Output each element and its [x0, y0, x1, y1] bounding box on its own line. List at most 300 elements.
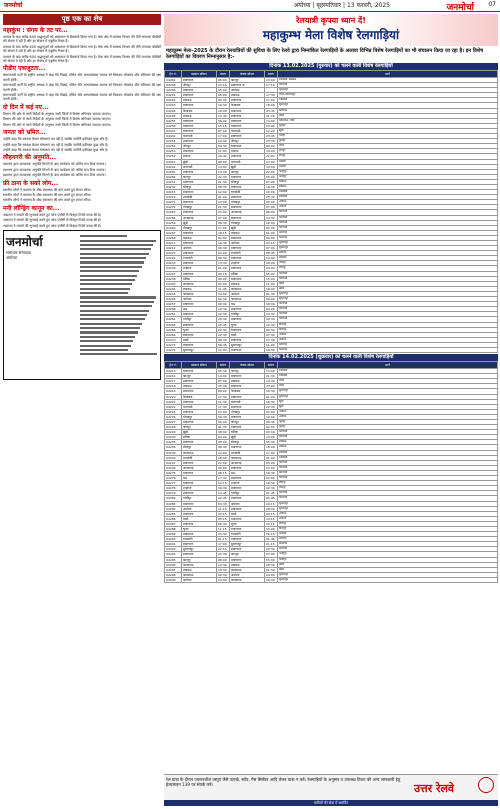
- table-cell: कानपुर: [230, 169, 265, 174]
- table-cell: 02:30: [265, 486, 278, 491]
- table-cell: प्रयागराज: [182, 103, 217, 108]
- page-header: [0, 0, 500, 12]
- table-cell: रायबरेली: [278, 450, 498, 455]
- table-cell: प्रयागराज: [182, 93, 217, 98]
- table-cell: 18:00: [265, 103, 278, 108]
- table-cell: प्रयागराज: [230, 445, 265, 450]
- table-cell: 04214: [165, 374, 182, 379]
- table-cell: अयोध्या: [182, 577, 217, 582]
- table-cell: ऊंचाहार: [278, 532, 498, 537]
- table-cell: आजमगढ़: [230, 460, 265, 465]
- table-cell: 04262: [165, 317, 182, 322]
- table-cell: फाफामऊ: [182, 291, 217, 296]
- table-cell: प्रयागराज: [230, 118, 265, 123]
- table-cell: 23:30: [265, 139, 278, 144]
- table-cell: प्रयागराज: [230, 425, 265, 430]
- table-cell: कानपुर: [182, 174, 217, 179]
- table-cell: मऊ: [230, 302, 265, 307]
- notice-intro: महाकुम्भ मेला–2025 के दौरान रेलयात्रियों की सुविधा के लिए रेलवे द्वारा निम्नांकित रेलगाड़ियों के अलावा विभिन्न विशेष रेलगाड़ियों का भी संचालन किया जा रहा है। इन विशेष रेलगाड़ियों का विवरण निम्नानुसार है:-: [166, 48, 484, 60]
- ad-line2: अयोध्या: [6, 254, 18, 260]
- table-cell: बस्ती: [182, 516, 217, 521]
- footer-bar: यात्रियों की सेवा में समर्पित: [164, 800, 498, 806]
- table-cell: वाराणसी: [278, 317, 498, 322]
- table-cell: 06:30: [217, 521, 230, 526]
- table-cell: 01:00: [265, 230, 278, 235]
- ad-line: [80, 240, 156, 242]
- table-cell: 09:00: [265, 235, 278, 240]
- column-header: समय: [217, 71, 230, 78]
- table-cell: 00:30: [217, 414, 230, 419]
- table-cell: 14:00: [217, 374, 230, 379]
- table-cell: 02:30: [217, 572, 230, 577]
- article: [3, 205, 161, 228]
- table-cell: गाजीपुर: [230, 491, 265, 496]
- table-cell: सीतापुर: [230, 179, 265, 184]
- table-cell: 05:45: [265, 496, 278, 501]
- table-cell: 19:00: [217, 139, 230, 144]
- column-header: मार्ग: [278, 71, 498, 78]
- table-cell: प्रयागराज: [230, 276, 265, 281]
- ad-line: [80, 331, 138, 333]
- banner-top: रेलयात्री कृपया ध्यान दें!: [296, 16, 366, 25]
- table-cell: ऊंचाहार: [278, 251, 498, 256]
- ad-line: [80, 261, 144, 263]
- table-cell: फाफामऊ, जंघई: [278, 118, 498, 123]
- table-cell: झूंसी: [182, 159, 217, 164]
- ad-logo: [6, 233, 78, 377]
- table-cell: 05:00: [217, 78, 230, 83]
- table-cell: 04217: [165, 379, 182, 384]
- table-cell: 22:00: [217, 460, 230, 465]
- table-cell: सुल्तानपुर: [182, 547, 217, 552]
- table-cell: 02:30: [265, 225, 278, 230]
- table-cell: प्रयागराज: [230, 374, 265, 379]
- table-cell: 04:00: [265, 266, 278, 271]
- table-cell: प्रयागराज: [230, 414, 265, 419]
- table-cell: उन्नाव: [278, 281, 498, 286]
- table-cell: वाराणसी: [230, 399, 265, 404]
- table-cell: प्रयागराज: [182, 399, 217, 404]
- ad-line: [80, 305, 152, 307]
- table-cell: सुल्तानपुर: [278, 501, 498, 506]
- table-cell: 17:00: [265, 450, 278, 455]
- article-body: समाजवादी पार्टी के राष्ट्रीय अध्यक्ष ने कहा कि पिछड़े, दलित और अल्पसंख्यक समाज को मिलकर लोकतंत्र और संविधान की रक्षा करनी होगी।: [3, 73, 161, 82]
- table-cell: 18:30: [265, 481, 278, 486]
- table-cell: 04291: [165, 542, 182, 547]
- table-cell: 15:00: [265, 276, 278, 281]
- table-cell: प्रयागराज: [230, 506, 265, 511]
- ad-line: [80, 288, 130, 290]
- table-cell: 04295: [165, 557, 182, 562]
- table-cell: सीतापुर: [182, 445, 217, 450]
- table-cell: फतेहपुर: [278, 169, 498, 174]
- table-cell: प्रतापगढ़: [278, 342, 498, 347]
- table-cell: प्रयागराज: [230, 307, 265, 312]
- table-cell: 04256: [165, 123, 182, 128]
- table-cell: प्रयागराज: [230, 486, 265, 491]
- article-body: समाजवादी पार्टी के राष्ट्रीय अध्यक्ष ने कहा कि पिछड़े, दलित और अल्पसंख्यक समाज को मिलकर लोकतंत्र और संविधान की रक्षा करनी होगी।: [3, 93, 161, 102]
- table-cell: 13:00: [265, 369, 278, 374]
- ad-line: [80, 275, 137, 277]
- table-cell: 05:00: [265, 271, 278, 276]
- table-cell: 14:30: [217, 169, 230, 174]
- table-cell: 19:30: [265, 312, 278, 317]
- table-cell: 04239: [165, 450, 182, 455]
- table-cell: फाफामऊ: [230, 455, 265, 460]
- table-cell: सुल्तानपुर: [278, 297, 498, 302]
- table-cell: बाराबंकी: [230, 450, 265, 455]
- table-cell: रायबरेली: [278, 195, 498, 200]
- table-cell: प्रयागराज: [182, 88, 217, 93]
- table-cell: 22:45: [217, 496, 230, 501]
- article-body: अदालत ने मामले की सुनवाई करते हुए जांच एजेंसी से विस्तृत रिपोर्ट तलब की है।: [3, 218, 102, 223]
- table-cell: 02:30: [265, 547, 278, 552]
- table-cell: 21:15: [217, 537, 230, 542]
- table-cell: 15:30: [217, 384, 230, 389]
- table-cell: प्रयागराज: [230, 184, 265, 189]
- ad-line: [80, 257, 146, 259]
- table-cell: 04252: [165, 144, 182, 149]
- table-cell: 16:30: [265, 389, 278, 394]
- table-cell: 16:30: [217, 241, 230, 246]
- table-cell: 04275: [165, 470, 182, 475]
- table-cell: उन्नाव: [278, 567, 498, 572]
- table-cell: 01:00: [265, 394, 278, 399]
- table-cell: 04:00: [217, 435, 230, 440]
- table-cell: 05:15: [217, 516, 230, 521]
- table-cell: 04222: [165, 404, 182, 409]
- table-cell: 23:45: [265, 108, 278, 113]
- table-cell: 04224: [165, 256, 182, 261]
- article-body: उन्होंने कहा कि सरकार केवल घोषणाएं कर रही है जबकि जमीनी हकीकत कुछ और है।: [3, 142, 109, 147]
- table-cell: 07:00: [265, 552, 278, 557]
- article-body: उन्होंने कहा कि सरकार केवल घोषणाएं कर रही है जबकि जमीनी हकीकत कुछ और है।: [3, 147, 109, 152]
- table-cell: 09:30: [217, 302, 230, 307]
- table-cell: 04294: [165, 552, 182, 557]
- table-cell: 04206: [165, 88, 182, 93]
- table-cell: 04292: [165, 78, 182, 83]
- table-cell: अयोध्या: [182, 506, 217, 511]
- table-cell: 04432: [165, 134, 182, 139]
- table-cell: 04243: [165, 281, 182, 286]
- table-cell: अयोध्या: [230, 572, 265, 577]
- table-cell: 05:30: [265, 440, 278, 445]
- table-cell: प्रयागराज: [230, 347, 265, 352]
- ad-line: [80, 266, 142, 268]
- ad-line: [80, 248, 151, 250]
- table-cell: प्रयागराज: [182, 128, 217, 133]
- table-cell: 19:00: [217, 291, 230, 296]
- table-cell: 19:30: [217, 486, 230, 491]
- table-cell: 17:00: [217, 542, 230, 547]
- table-cell: 04:00: [217, 251, 230, 256]
- table-cell: 04254: [165, 154, 182, 159]
- table-cell: 22:00: [265, 154, 278, 159]
- table-cell: 23:00: [265, 409, 278, 414]
- table-cell: प्रतापगढ़: [278, 547, 498, 552]
- table-cell: वाराणसी: [278, 476, 498, 481]
- table-cell: अयोध्या: [230, 291, 265, 296]
- table-cell: सुल्तानपुर: [230, 342, 265, 347]
- table-cell: 09:30: [217, 256, 230, 261]
- table-cell: सुल्तानपुर: [278, 241, 498, 246]
- table-cell: 12:00: [217, 347, 230, 352]
- table-cell: लखनऊ: [182, 286, 217, 291]
- table-cell: 04215: [165, 190, 182, 195]
- table-cell: प्रयागराज: [182, 271, 217, 276]
- table-cell: 16:40: [217, 154, 230, 159]
- table-cell: 17:00: [217, 225, 230, 230]
- table-cell: प्रतापगढ़: [278, 235, 498, 240]
- table-cell: 14:30: [265, 379, 278, 384]
- table-cell: 04202: [165, 98, 182, 103]
- article-body: विभाग की ओर से जारी निर्देशों के अनुसार सभी जिलों में विशेष अभियान चलाया जाएगा।: [3, 117, 111, 122]
- table-cell: प्रयागराज: [182, 501, 217, 506]
- table-cell: 04227: [165, 420, 182, 425]
- table-cell: 10:00: [217, 200, 230, 205]
- table-cell: अयोध्या: [278, 516, 498, 521]
- table-cell: 04232: [165, 184, 182, 189]
- table-cell: वाराणसी: [278, 496, 498, 501]
- table-cell: जौनपुर: [182, 144, 217, 149]
- table-cell: 08:00: [217, 159, 230, 164]
- table-cell: मऊ: [182, 476, 217, 481]
- table-cell: 04247: [165, 460, 182, 465]
- table-cell: लखनऊ: [230, 230, 265, 235]
- table-cell: प्रयागराज: [182, 481, 217, 486]
- table-cell: 02:00: [265, 476, 278, 481]
- table-cell: 17:30: [265, 337, 278, 342]
- table-cell: प्रयागराज: [182, 470, 217, 475]
- ad-line: [80, 310, 149, 312]
- table-cell: फैजाबाद: [230, 389, 265, 394]
- table-cell: प्रयागराज: [230, 394, 265, 399]
- table-cell: 01:30: [265, 567, 278, 572]
- table-cell: प्रयागराज: [230, 547, 265, 552]
- table-cell: रायबरेली: [230, 532, 265, 537]
- table-cell: जौनपुर: [278, 486, 498, 491]
- table-cell: 04273: [165, 342, 182, 347]
- table-cell: रायबरेली: [278, 455, 498, 460]
- table-cell: 05:30: [265, 195, 278, 200]
- table-cell: 04258: [165, 307, 182, 312]
- table-cell: बलिया: [182, 435, 217, 440]
- table-cell: रामबाग: [278, 164, 498, 169]
- table-cell: 06:00: [217, 276, 230, 281]
- page-number: 07: [488, 1, 496, 8]
- table-cell: 11:00: [265, 281, 278, 286]
- table-cell: शाहगंज: [182, 486, 217, 491]
- table-cell: 12:15: [217, 481, 230, 486]
- table-cell: झूंसी: [182, 430, 217, 435]
- article-body: स्थानीय लोगों ने समस्या के शीघ्र समाधान की मांग करते हुए ज्ञापन सौंपा।: [3, 198, 92, 203]
- table-cell: 22:30: [217, 174, 230, 179]
- table-cell: 14:45: [217, 491, 230, 496]
- table-cell: 10:15: [265, 501, 278, 506]
- table-cell: उन्नाव: [278, 562, 498, 567]
- table-cell: प्रतापगढ़: [278, 347, 498, 352]
- table-cell: 21:30: [217, 179, 230, 184]
- table-cell: वाराणसी: [278, 271, 498, 276]
- table-cell: फैजाबाद: [182, 394, 217, 399]
- table-cell: 15:00: [217, 88, 230, 93]
- table-cell: मिर्जापुर: [278, 521, 498, 526]
- table-cell: सुल्तानपुर: [182, 347, 217, 352]
- table-cell: प्रयागराज: [182, 139, 217, 144]
- table-cell: 14:00: [265, 118, 278, 123]
- table-cell: 20:00: [265, 190, 278, 195]
- table-cell: वाराणसी: [182, 134, 217, 139]
- table-cell: 04223: [165, 251, 182, 256]
- table-cell: 21:45: [265, 491, 278, 496]
- column-header: गंतव्य स्टेशन: [230, 362, 265, 369]
- table-cell: सीतापुर: [182, 184, 217, 189]
- table-cell: 04297: [165, 567, 182, 572]
- table-cell: प्रयागराज: [182, 342, 217, 347]
- ad-line: [80, 301, 154, 303]
- table-cell: 18:30: [265, 562, 278, 567]
- table-cell: 13:15: [217, 83, 230, 88]
- table-cell: 23:15: [265, 241, 278, 246]
- table-cell: चुनार: [230, 322, 265, 327]
- table-cell: प्रतापगढ़: [278, 108, 498, 113]
- table-cell: 04269: [165, 332, 182, 337]
- table-cell: 04219: [165, 389, 182, 394]
- table-cell: 09:00: [217, 389, 230, 394]
- table-cell: बाराबंकी: [230, 190, 265, 195]
- table-cell: 15:30: [217, 532, 230, 537]
- table-cell: 05:00: [265, 460, 278, 465]
- table-cell: फाफामऊ: [182, 281, 217, 286]
- ad-line: [80, 353, 157, 355]
- table-cell: 04263: [165, 210, 182, 215]
- table-cell: कानपुर: [230, 369, 265, 374]
- table-cell: प्रयागराज: [230, 113, 265, 118]
- table-cell: प्रयागराज: [230, 123, 265, 128]
- article-title: पीडीए एकजुटता...: [3, 65, 46, 73]
- table-cell: 04242: [165, 164, 182, 169]
- schedule-table-2: [164, 361, 498, 583]
- table-cell: 04212: [165, 246, 182, 251]
- table-cell: झूंसी: [230, 225, 265, 230]
- table-cell: जंघई, बादशाहपुर: [278, 93, 498, 98]
- table-cell: 13:30: [217, 261, 230, 266]
- table-cell: लखनऊ: [230, 93, 265, 98]
- table-cell: 04251: [165, 139, 182, 144]
- table-cell: वाराणसी: [278, 220, 498, 225]
- table-cell: प्रयागराज: [230, 496, 265, 501]
- table-cell: प्रयागराज: [230, 465, 265, 470]
- table-cell: फूलपुर: [278, 123, 498, 128]
- table-cell: अयोध्या: [278, 200, 498, 205]
- ad-line: [80, 340, 133, 342]
- table-cell: 16:00: [265, 220, 278, 225]
- table-cell: रायबरेली: [278, 374, 498, 379]
- table-cell: 05:30: [217, 369, 230, 374]
- table-cell: प्रयागराज: [182, 118, 217, 123]
- table-cell: उन्नाव: [278, 113, 498, 118]
- article-body: प्रशासन द्वारा आवश्यक अनुमति मिलने के बाद कार्यक्रम को अंतिम रूप दिया जाएगा।: [3, 162, 106, 167]
- footer-notice: रेल यात्रा के दौरान ज्वलनशील वस्तुएं जैसे पटाखे, स्टोव, गैस सिलेंडर आदि लेकर यात्रा न करें। रेलगाड़ियों के अनुसार व उपलब्ध टिकट की अन्य जानकारी हेतु हेल्पलाइन 139 पर संपर्क करें।: [166, 777, 401, 787]
- table-cell: लखनऊ: [182, 235, 217, 240]
- table-cell: वाराणसी: [278, 465, 498, 470]
- table-cell: 04255: [165, 118, 182, 123]
- table-cell: झूंसी: [182, 220, 217, 225]
- article-body: विभाग की ओर से जारी निर्देशों के अनुसार सभी जिलों में विशेष अभियान चलाया जाएगा।: [3, 122, 111, 127]
- table-cell: फैजाबाद: [182, 108, 217, 113]
- table-cell: वाराणसी: [278, 83, 498, 88]
- table-cell: 17:00: [265, 98, 278, 103]
- ad-line: [80, 318, 145, 320]
- table-cell: 11:00: [217, 149, 230, 154]
- table-cell: 10:30: [217, 103, 230, 108]
- table-cell: प्रयागराज: [182, 251, 217, 256]
- table-cell: 04276: [165, 476, 182, 481]
- table-cell: 04278: [165, 486, 182, 491]
- table-cell: 12:30: [217, 312, 230, 317]
- ad-line: [80, 349, 128, 351]
- table-cell: 04237: [165, 271, 182, 276]
- table-cell: 04257: [165, 302, 182, 307]
- table-cell: प्रयागराज: [182, 200, 217, 205]
- table-cell: बलिया: [230, 430, 265, 435]
- table-cell: 16:30: [265, 577, 278, 582]
- table-cell: अयोध्या: [278, 205, 498, 210]
- table-cell: 04248: [165, 83, 182, 88]
- table-cell: जौनपुर: [182, 83, 217, 88]
- table-cell: कानपुर: [230, 78, 265, 83]
- table-cell: सुल्तानपुर: [230, 542, 265, 547]
- table-cell: 14:15: [265, 516, 278, 521]
- table-cell: 16:00: [265, 149, 278, 154]
- table-cell: प्रयागराज: [230, 174, 265, 179]
- table-cell: 06:00: [217, 465, 230, 470]
- table-cell: बनारस: [182, 154, 217, 159]
- ad-line: [80, 283, 132, 285]
- table-cell: बस्ती: [230, 332, 265, 337]
- table-cell: 04:00: [265, 307, 278, 312]
- table-cell: प्रयागराज: [182, 169, 217, 174]
- table-cell: प्रयागराज: [230, 476, 265, 481]
- ad-line: [80, 336, 135, 338]
- table-cell: प्रयागराज: [230, 235, 265, 240]
- table-cell: 19:30: [265, 322, 278, 327]
- table-cell: 08:00: [217, 557, 230, 562]
- table-cell: 09:00: [265, 297, 278, 302]
- table-cell: प्रयागराज: [230, 256, 265, 261]
- table-cell: 06:00: [265, 210, 278, 215]
- table-cell: लखनऊ: [182, 384, 217, 389]
- advertisement: [3, 230, 161, 380]
- table-cell: 21:00: [217, 195, 230, 200]
- table-cell: वाराणसी: [278, 430, 498, 435]
- table-cell: झूंसी: [230, 435, 265, 440]
- table-cell: 08:45: [265, 251, 278, 256]
- table-cell: ज्ञानपुर: [278, 149, 498, 154]
- article: [3, 154, 161, 177]
- table-cell: अयोध्या: [278, 337, 498, 342]
- table-cell: 10:15: [265, 521, 278, 526]
- table-cell: 19:15: [217, 511, 230, 516]
- table-cell: जौनपुर: [230, 139, 265, 144]
- table-cell: प्रयागराज: [182, 542, 217, 547]
- table-cell: 01:30: [265, 291, 278, 296]
- table-cell: 04267: [165, 230, 182, 235]
- table-cell: वाराणसी: [230, 128, 265, 133]
- table-cell: 12:30: [217, 562, 230, 567]
- table-cell: 04284: [165, 506, 182, 511]
- table-cell: 23:30: [217, 552, 230, 557]
